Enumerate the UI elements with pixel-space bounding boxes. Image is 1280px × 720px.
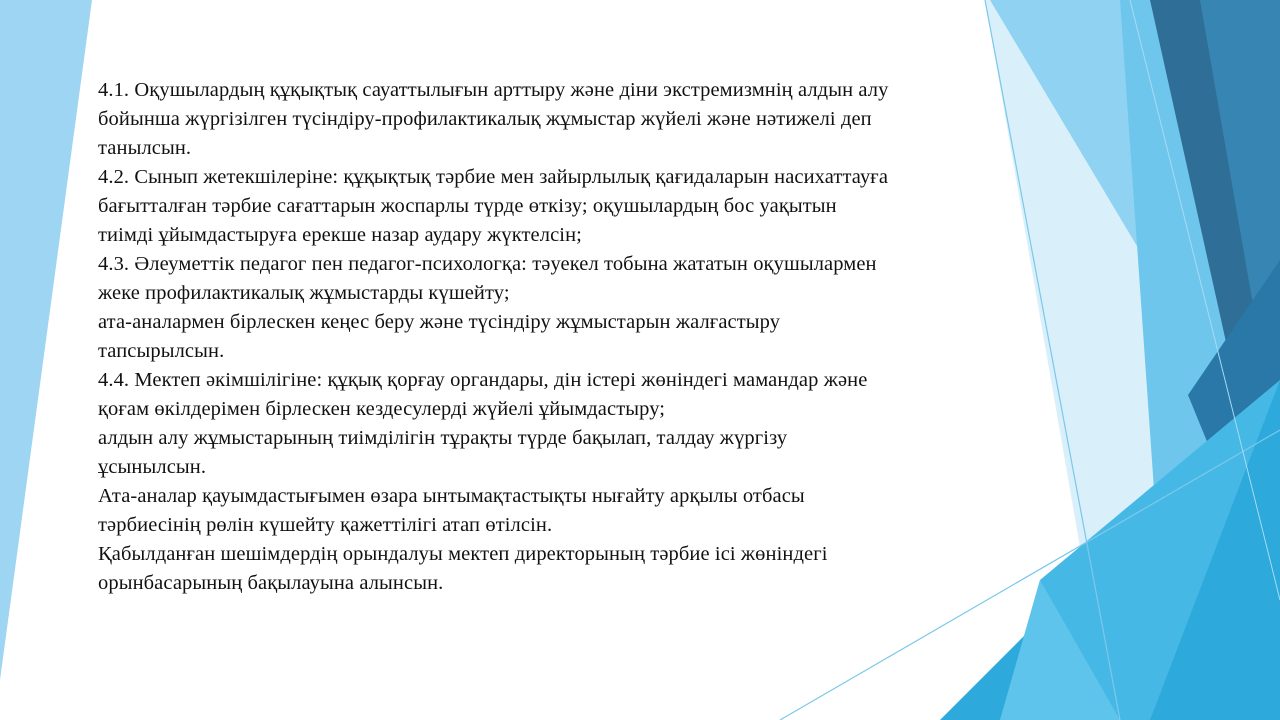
text-line: қоғам өкілдерімен бірлескен кездесулерді жүйелі ұйымдастыру; (98, 398, 666, 420)
text-line: тапсырылсын. (98, 340, 225, 362)
text-line: тәрбиесінің рөлін күшейту қажеттілігі атап өтілсін. (98, 514, 553, 536)
text-line: Қабылданған шешімдердің орындалуы мектеп директорының тәрбие ісі жөніндегі (98, 543, 828, 565)
text-line: орынбасарының бақылауына алынсын. (98, 572, 444, 594)
left-accent-shape (0, 0, 92, 680)
text-line: Ата-аналар қауымдастығымен өзара ынтымақтастықты нығайту арқылы отбасы (98, 485, 805, 507)
text-line: 4.2. Сынып жетекшілеріне: құқықтық тәрбие мен зайырлылық қағидаларын насихаттауға (98, 166, 889, 188)
slide-body-text (98, 76, 1028, 598)
text-line: ұсынылсын. (98, 456, 207, 478)
text-line: бойынша жүргізілген түсіндіру-профилактикалық жұмыстар жүйелі және нәтижелі деп (98, 108, 872, 130)
text-line: 4.3. Әлеуметтік педагог пен педагог-психологқа: тәуекел тобына жататын оқушылармен (98, 253, 877, 275)
text-line: алдын алу жұмыстарының тиімділігін тұрақты түрде бақылап, талдау жүргізу (98, 427, 788, 449)
text-line: 4.4. Мектеп әкімшілігіне: құқық қорғау органдары, дін істері жөніндегі мамандар және (98, 369, 868, 391)
text-line: жеке профилактикалық жұмыстарды күшейту; (98, 282, 510, 304)
text-line: танылсын. (98, 137, 192, 159)
text-line: 4.1. Оқушылардың құқықтық сауаттылығын арттыру және діни экстремизмнің алдын алу (98, 79, 889, 101)
text-line: тиімді ұйымдастыруға ерекше назар аудару жүктелсін; (98, 224, 582, 246)
text-line: бағытталған тәрбие сағаттарын жоспарлы түрде өткізу; оқушылардың бос уақытын (98, 195, 837, 217)
text-line: ата-аналармен бірлескен кеңес беру және түсіндіру жұмыстарын жалғастыру (98, 311, 781, 333)
